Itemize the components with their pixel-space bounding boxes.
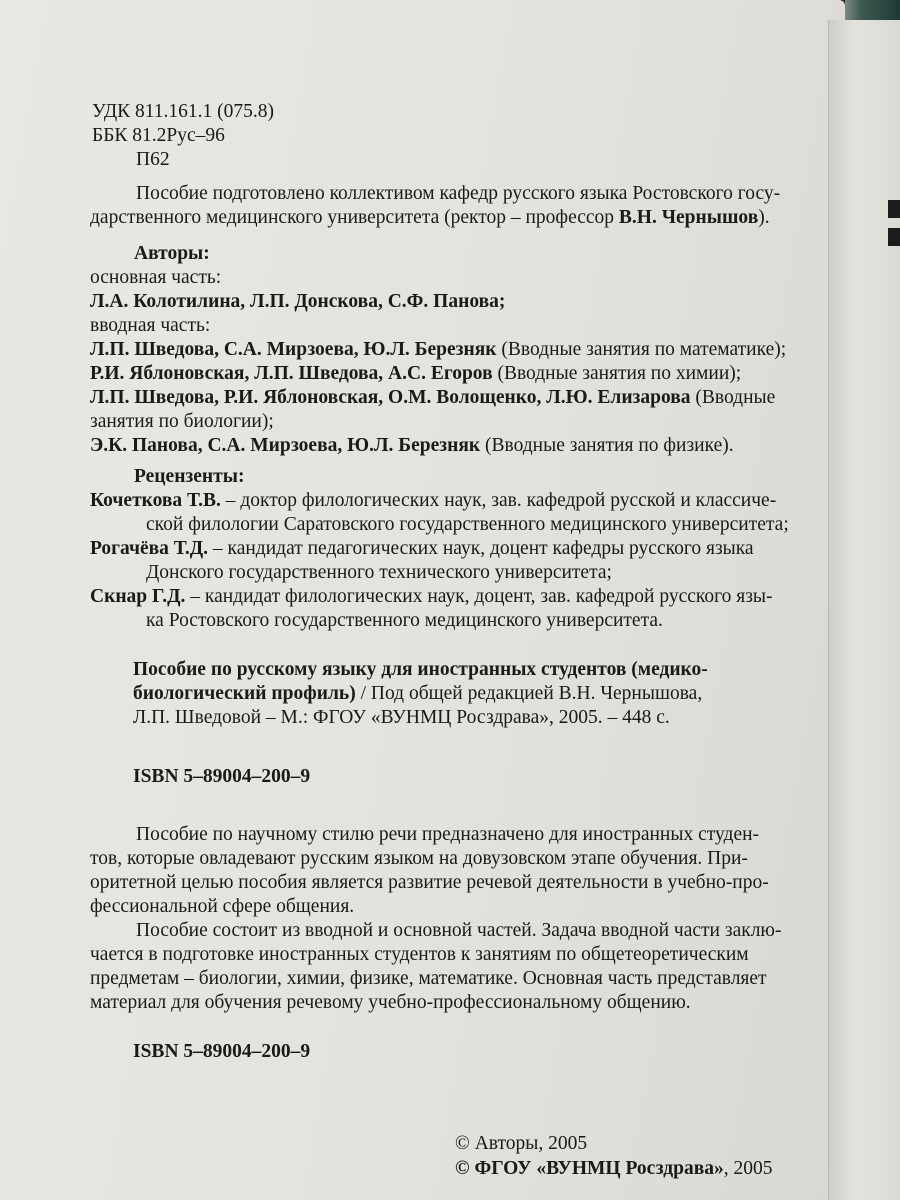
rector-name: В.Н. Чернышов [618,207,759,228]
intro-paragraph: Пособие подготовлено коллективом кафедр русского языка Ростовского госу- дарственного медицинского университета (ректор – профессор В.Н. Чернышов). [90,183,781,228]
reviewer-3-text: – кандидат филологических наук, доцент, зав. кафедрой русского язы- [185,586,773,607]
annotation [90,823,782,1015]
authors-main-names: Л.А. Колотилина, Л.П. Донскова, С.Ф. Панова; [90,291,506,312]
catalog-codes [92,100,274,172]
authors-row-1-note: (Вводные занятия по математике); [496,339,787,360]
authors-section [90,242,786,458]
annotation-p1-line-4: фессиональной сфере общения. [90,896,355,917]
authors-main-label: основная часть: [90,267,222,288]
annotation-p2-line-4: материал для обучения речевому учебно-профессиональному общению. [90,992,691,1013]
udk-code: УДК 811.161.1 (075.8) [92,101,275,122]
bbk-code: ББК 81.2Рус–96 [92,125,225,146]
annotation-p1-line-2: тов, которые овладевают русским языком на довузовском этапе обучения. При- [90,848,748,869]
reviewer-1-name: Кочеткова Т.В. [90,490,221,511]
copyright-publisher [455,1157,773,1181]
authors-row-4-note: (Вводные занятия по физике). [480,435,734,456]
authors-row-1-names: Л.П. Шведова, С.А. Мирзоева, Ю.Л. Березняк [90,339,497,360]
annotation-p2-line-3: предметам – биологии, химии, физике, математике. Основная часть представляет [90,968,767,989]
intro-line-2: дарственного медицинского университета (ректор – профессор [90,207,619,228]
annotation-p1-line-3: оритетной целью пособия является развитие речевой деятельности в учебно-про- [90,872,769,893]
reviewer-3-name: Скнар Г.Д. [90,586,186,607]
reviewers-section [90,465,789,633]
copyright-publisher-year: , 2005 [723,1158,773,1179]
citation-line-1: Пособие по русскому языку для иностранных студентов (медико- [133,659,708,680]
reviewer-3-continued: ка Ростовского государственного медицинского университета. [146,610,663,631]
citation-line-2: / Под общей редакцией В.Н. Чернышова, [355,683,703,704]
reviewer-2-text: – кандидат педагогических наук, доцент кафедры русского языка [208,538,754,559]
authors-intro-label: вводная часть: [90,315,211,336]
author-mark: П62 [136,149,170,170]
reviewer-1-text: – доктор филологических наук, зав. кафедрой русской и классиче- [220,490,777,511]
reviewer-1-continued: ской филологии Саратовского государственного медицинского университета; [146,514,789,535]
annotation-p2-line-2: чается в подготовке иностранных студентов к занятиям по общетеоретическим [90,944,749,965]
reviewer-2-continued: Донского государственного технического университета; [146,562,612,583]
authors-heading: Авторы: [134,243,210,264]
adjacent-page-glyph [888,228,900,246]
reviewers-heading: Рецензенты: [134,466,245,487]
adjacent-page-glyph [888,200,900,218]
annotation-p1-line-1: Пособие по научному стилю речи предназначено для иностранных студен- [136,824,760,845]
adjacent-page-edge [828,20,900,1200]
citation-line-2-bold: биологический профиль) [133,683,356,704]
reviewer-2-name: Рогачёва Т.Д. [90,538,209,559]
authors-row-3-continued: занятия по биологии); [90,411,274,432]
citation-line-3: Л.П. Шведовой – М.: ФГОУ «ВУНМЦ Росздрава», 2005. – 448 с. [133,707,670,728]
isbn-bottom: ISBN 5–89004–200–9 [133,1041,311,1062]
authors-row-4-names: Э.К. Панова, С.А. Мирзоева, Ю.Л. Березняк [90,435,481,456]
citation-block [133,658,708,730]
isbn-top: ISBN 5–89004–200–9 [133,766,311,787]
annotation-p2-line-1: Пособие состоит из вводной и основной частей. Задача вводной части заклю- [136,920,782,941]
authors-row-3-note: (Вводные [690,387,776,408]
authors-row-2-names: Р.И. Яблоновская, Л.П. Шведова, А.С. Егоров [90,363,493,384]
copyright-publisher-name: © ФГОУ «ВУНМЦ Росздрава» [455,1158,724,1179]
intro-line-1: Пособие подготовлено коллективом кафедр русского языка Ростовского госу- [136,183,781,204]
authors-row-2-note: (Вводные занятия по химии); [492,363,742,384]
authors-row-3-names: Л.П. Шведова, Р.И. Яблоновская, О.М. Волощенко, Л.Ю. Елизарова [90,387,691,408]
copyright-authors: © Авторы, 2005 [455,1133,588,1154]
